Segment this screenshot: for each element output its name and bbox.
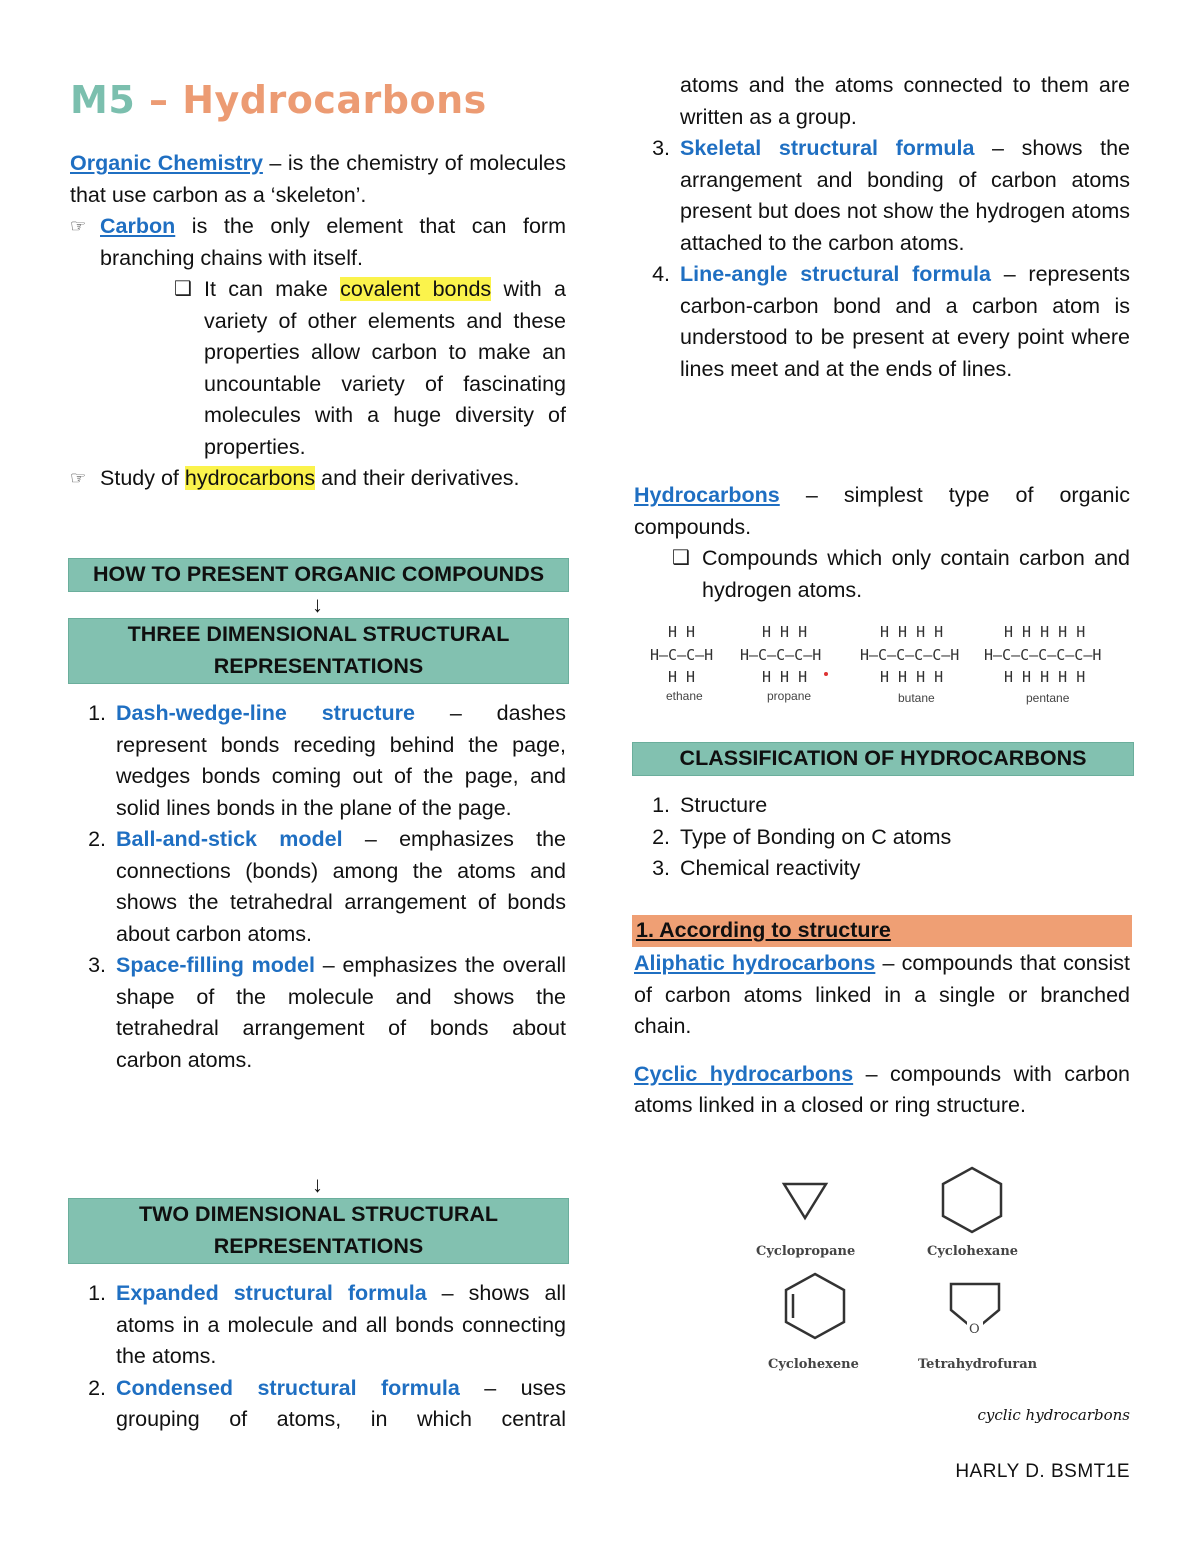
term-condensed: Condensed structural formula [116, 1375, 460, 1400]
svg-text:H H H: H H H [762, 668, 808, 686]
term-space-filling: Space-filling model [116, 953, 315, 977]
aliphatic-paragraph: Aliphatic hydrocarbons – compounds that consist of carbon atoms linked in a single or branched chain. [634, 951, 1130, 1038]
svg-text:pentane: pentane [1026, 691, 1070, 705]
footer-author: HARLY D. BSMT1E [955, 1461, 1130, 1482]
left-column [70, 148, 566, 495]
list-item: 2. Ball-and-stick model – emphasizes the connections (bonds) among the atoms and shows the tetrahedral arrangement of bonds about carbon atoms. [88, 827, 566, 946]
down-arrow-icon: ↓ [312, 592, 323, 617]
term-ball-and-stick: Ball-and-stick model [116, 827, 343, 851]
band-according-to-structure: 1. According to structure [632, 915, 1132, 947]
figure-caption: cyclic hydrocarbons [977, 1406, 1130, 1424]
butane-structure [860, 623, 959, 705]
right-column-top [634, 70, 1130, 385]
propane-structure [740, 623, 828, 703]
svg-text:H H H H H: H H H H H [1004, 623, 1086, 641]
cyclohexene-structure [768, 1274, 859, 1372]
list-item: 3. Chemical reactivity [652, 856, 861, 880]
svg-text:Cyclopropane: Cyclopropane [756, 1244, 856, 1259]
cyclic-paragraph: Cyclic hydrocarbons – compounds with carbon atoms linked in a closed or ring structure. [634, 1061, 1130, 1117]
bullet-carbon: ☞ Carbon is the only element that can form branching chains with itself. [70, 211, 566, 274]
svg-text:H–C–C–C–C–H: H–C–C–C–C–H [860, 646, 960, 664]
term-dash-wedge: Dash-wedge-line structure [116, 701, 415, 725]
down-arrow-icon: ↓ [312, 1172, 323, 1197]
checkbox-icon: ❑ [174, 278, 192, 300]
title-code: M5 [70, 78, 136, 122]
title-topic: Hydrocarbons [182, 78, 487, 122]
band-how-to-present: HOW TO PRESENT ORGANIC COMPOUNDS [68, 558, 569, 592]
list-item-continued: atoms and the atoms connected to them are written as a group. [680, 73, 1130, 129]
svg-text:H H: H H [668, 623, 696, 641]
list-2d [70, 1278, 566, 1436]
svg-text:propane: propane [767, 689, 812, 703]
list-item: 2. Type of Bonding on C atoms [652, 824, 952, 849]
svg-text:H–C–C–H: H–C–C–H [650, 646, 714, 664]
alkane-structures-figure [640, 618, 1130, 708]
sub-bullet-compounds: ❑ Compounds which only contain carbon and hydrogen atoms. [672, 543, 1130, 606]
term-hydrocarbons: Hydrocarbons [634, 483, 780, 507]
highlight-hydrocarbons: hydrocarbons [184, 466, 316, 490]
list-item: 3. Skeletal structural formula – shows the arrangement and bonding of carbon atoms present but does not show the hydrogen atoms attached to the carbon atoms. [652, 136, 1130, 255]
svg-text:H–C–C–C–C–C–H: H–C–C–C–C–C–H [984, 646, 1102, 664]
cyclohexane-structure [927, 1168, 1018, 1259]
tetrahydrofuran-structure [918, 1284, 1038, 1372]
intro-paragraph: Organic Chemistry – is the chemistry of molecules that use carbon as a ‘skeleton’. [70, 151, 566, 207]
ethane-structure [650, 623, 713, 703]
term-expanded: Expanded structural formula [116, 1281, 427, 1305]
structure-definitions [634, 948, 1130, 1122]
cyclic-structures-figure [740, 1160, 1070, 1390]
hydrocarbons-def: Hydrocarbons – simplest type of organic compounds. ❑ Compounds which only contain carbon and hydrogen atoms. [634, 480, 1130, 606]
svg-text:H H: H H [668, 668, 696, 686]
band-two-dimensional: TWO DIMENSIONAL STRUCTURAL REPRESENTATIONS [68, 1198, 569, 1264]
list-item: 1. Structure [652, 793, 768, 817]
svg-text:H H H H H: H H H H H [1004, 668, 1086, 686]
sub-bullet-covalent: ❑ It can make covalent bonds with a variety of other elements and these properties allow carbon to make an uncountable variety of fascinating molecules with a huge diversity of properties. [174, 274, 566, 463]
list-item: 1. Expanded structural formula – shows all atoms in a molecule and all bonds connecting the atoms. [88, 1281, 566, 1368]
svg-text:O: O [969, 1322, 980, 1337]
title-dash: – [135, 78, 183, 122]
list-item: 1. Dash-wedge-line structure – dashes represent bonds receding behind the page, wedges bonds coming out of the page, and solid lines bonds in the plane of the page. [88, 701, 566, 820]
list-item: 2. Condensed structural formula – uses grouping of atoms, in which central [88, 1375, 566, 1431]
pentane-structure [984, 623, 1101, 705]
checkbox-icon: ❑ [672, 547, 690, 569]
pointing-hand-icon: ☞ [70, 216, 87, 236]
svg-text:H H H: H H H [762, 623, 808, 641]
svg-text:ethane: ethane [666, 689, 703, 703]
svg-text:butane: butane [898, 691, 935, 705]
term-aliphatic: Aliphatic hydrocarbons [634, 951, 876, 975]
term-line-angle: Line-angle structural formula [680, 262, 991, 286]
pointing-hand-icon: ☞ [70, 468, 87, 488]
list-item: 4. Line-angle structural formula – represents carbon-carbon bond and a carbon atom is understood to be present at every point where lines meet and at the ends of lines. [652, 262, 1131, 381]
band-three-dimensional: THREE DIMENSIONAL STRUCTURAL REPRESENTATIONS [68, 618, 569, 684]
list-item: 3. Space-filling model – emphasizes the overall shape of the molecule and shows the tetrahedral arrangement of bonds about carbon atoms. [88, 953, 566, 1072]
classification-list [634, 790, 1130, 885]
svg-text:H H H H: H H H H [880, 668, 944, 686]
highlight-covalent-bonds: covalent bonds [340, 277, 492, 301]
svg-text:Tetrahydrofuran: Tetrahydrofuran [918, 1357, 1038, 1372]
cyclopropane-structure [756, 1184, 855, 1259]
svg-text:H H H H: H H H H [880, 623, 944, 641]
svg-text:Cyclohexene: Cyclohexene [768, 1357, 859, 1372]
page-title [70, 78, 487, 122]
bullet-study: ☞ Study of hydrocarbons and their derivatives. [70, 463, 566, 495]
band-classification: CLASSIFICATION OF HYDROCARBONS [632, 742, 1134, 776]
svg-text:H–C–C–C–H: H–C–C–C–H [740, 646, 822, 664]
svg-text:Cyclohexane: Cyclohexane [927, 1244, 1019, 1259]
list-3d [70, 698, 566, 1076]
term-skeletal: Skeletal structural formula [680, 136, 975, 160]
term-organic-chemistry: Organic Chemistry [70, 151, 263, 175]
term-carbon: Carbon [100, 214, 176, 238]
term-cyclic: Cyclic hydrocarbons [634, 1061, 854, 1086]
